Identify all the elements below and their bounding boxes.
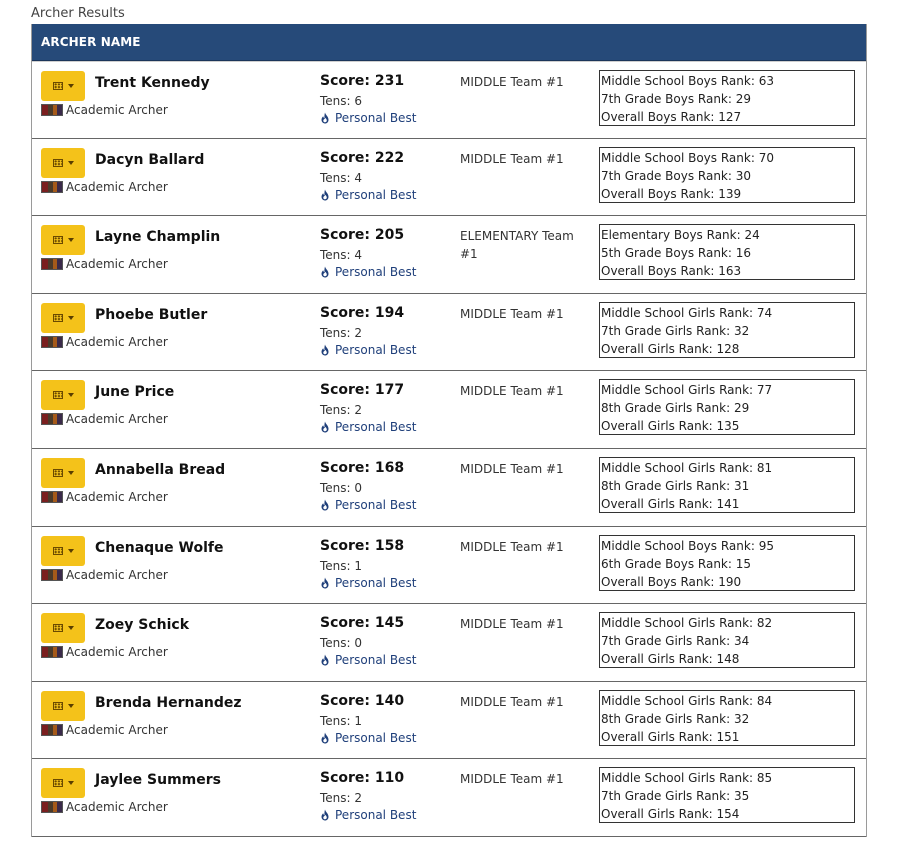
archer-tens: Tens: 0: [320, 636, 363, 651]
archer-menu-button[interactable]: [41, 380, 85, 410]
personal-best-link[interactable]: [320, 653, 416, 667]
chevron-down-icon: [68, 238, 74, 242]
archer-name: Phoebe Butler: [95, 306, 208, 323]
division-rank: Middle School Girls Rank: 82: [601, 616, 773, 631]
academic-archer-badge: [41, 568, 168, 582]
personal-best-link[interactable]: [320, 731, 416, 745]
academic-archer-badge: [41, 800, 168, 814]
grid-icon: [53, 779, 63, 787]
page-title: Archer Results: [31, 6, 125, 21]
grid-icon: [53, 702, 63, 710]
academic-archer-badge: [41, 490, 168, 504]
personal-best-link[interactable]: [320, 576, 416, 590]
team-name: ELEMENTARY Team #1: [460, 229, 574, 262]
table-row: [32, 604, 866, 682]
table-row: [32, 682, 866, 760]
academic-archer-badge-icon: [41, 491, 63, 503]
table-header-archer-name[interactable]: ARCHER NAME: [32, 24, 866, 61]
personal-best-link[interactable]: [320, 188, 416, 202]
archer-name: Brenda Hernandez: [95, 694, 242, 711]
chevron-down-icon: [68, 471, 74, 475]
table-row: [32, 216, 866, 294]
overall-rank: Overall Boys Rank: 127: [601, 110, 742, 124]
archer-name: Layne Champlin: [95, 229, 221, 246]
team-name: MIDDLE Team #1: [460, 694, 564, 709]
rank-box: [599, 535, 855, 591]
academic-archer-badge-icon: [41, 104, 63, 116]
academic-archer-badge-icon: [41, 181, 63, 193]
table-row: [32, 759, 866, 837]
archer-menu-button[interactable]: [41, 768, 85, 798]
table-row: [32, 371, 866, 449]
overall-rank: Overall Boys Rank: 190: [601, 574, 742, 589]
division-rank: Middle School Girls Rank: 85: [601, 771, 773, 786]
personal-best-label[interactable]: Personal Best: [335, 342, 417, 357]
archer-score: Score: 110: [320, 770, 405, 787]
division-rank: Middle School Girls Rank: 77: [601, 383, 773, 398]
badge-label: Academic Archer: [66, 645, 168, 660]
grade-rank: 8th Grade Girls Rank: 31: [601, 478, 750, 493]
personal-best-label[interactable]: Personal Best: [335, 265, 417, 280]
grade-rank: 7th Grade Girls Rank: 34: [601, 634, 750, 649]
grade-rank: 7th Grade Boys Rank: 29: [601, 92, 752, 106]
archer-menu-button[interactable]: [41, 458, 85, 488]
grade-rank: 8th Grade Girls Rank: 29: [601, 401, 750, 416]
flame-icon: [320, 112, 330, 124]
grid-icon: [53, 236, 63, 244]
archer-score: Score: 168: [320, 459, 405, 476]
chevron-down-icon: [68, 84, 74, 88]
badge-label: Academic Archer: [66, 567, 168, 582]
archer-name: Dacyn Ballard: [95, 151, 205, 168]
badge-label: Academic Archer: [66, 257, 168, 272]
academic-archer-badge-icon: [41, 569, 63, 581]
personal-best-label[interactable]: Personal Best: [335, 111, 417, 125]
personal-best-label[interactable]: Personal Best: [335, 187, 417, 202]
overall-rank: Overall Boys Rank: 139: [601, 186, 742, 201]
academic-archer-badge: [41, 412, 168, 426]
team-name: MIDDLE Team #1: [460, 306, 564, 321]
division-rank: Middle School Boys Rank: 63: [601, 74, 774, 88]
grade-rank: 7th Grade Girls Rank: 32: [601, 323, 750, 338]
grade-rank: 8th Grade Girls Rank: 32: [601, 711, 750, 726]
team-name: MIDDLE Team #1: [460, 539, 564, 554]
grade-rank: 7th Grade Girls Rank: 35: [601, 789, 750, 804]
academic-archer-badge-icon: [41, 724, 63, 736]
personal-best-label[interactable]: Personal Best: [335, 575, 417, 590]
archer-score: Score: 140: [320, 692, 405, 709]
academic-archer-badge: [41, 103, 168, 117]
grid-icon: [53, 624, 63, 632]
flame-icon: [320, 499, 330, 511]
overall-rank: Overall Girls Rank: 141: [601, 496, 740, 511]
badge-label: Academic Archer: [66, 103, 168, 117]
grid-icon: [53, 469, 63, 477]
academic-archer-badge-icon: [41, 258, 63, 270]
team-name: MIDDLE Team #1: [460, 617, 564, 632]
personal-best-label[interactable]: Personal Best: [335, 497, 417, 512]
overall-rank: Overall Girls Rank: 135: [601, 419, 740, 434]
flame-icon: [320, 189, 330, 201]
academic-archer-badge: [41, 645, 168, 659]
archer-name: Chenaque Wolfe: [95, 539, 224, 556]
personal-best-link[interactable]: [320, 265, 416, 279]
division-rank: Middle School Boys Rank: 70: [601, 150, 774, 165]
archer-menu-button[interactable]: [41, 71, 85, 101]
team-name: MIDDLE Team #1: [460, 461, 564, 476]
personal-best-label[interactable]: Personal Best: [335, 730, 417, 745]
archer-score: Score: 158: [320, 537, 405, 554]
archer-score: Score: 194: [320, 304, 405, 321]
archer-name: Zoey Schick: [95, 617, 190, 634]
personal-best-link[interactable]: [320, 111, 416, 125]
team-name: MIDDLE Team #1: [460, 384, 564, 399]
archer-tens: Tens: 2: [320, 403, 363, 418]
division-rank: Middle School Girls Rank: 74: [601, 305, 773, 320]
division-rank: Elementary Boys Rank: 24: [601, 228, 760, 243]
rank-box: [599, 70, 855, 126]
personal-best-label[interactable]: Personal Best: [335, 653, 417, 668]
table-row: [32, 139, 866, 217]
overall-rank: Overall Girls Rank: 151: [601, 729, 740, 744]
archer-score: Score: 205: [320, 227, 405, 244]
team-name: MIDDLE Team #1: [460, 75, 564, 89]
academic-archer-badge: [41, 723, 168, 737]
archer-score: Score: 231: [320, 73, 405, 89]
personal-best-link[interactable]: [320, 420, 416, 434]
rank-box: [599, 690, 855, 746]
division-rank: Middle School Girls Rank: 81: [601, 460, 773, 475]
archer-rows: [32, 61, 866, 837]
grid-icon: [53, 82, 63, 90]
grade-rank: 7th Grade Boys Rank: 30: [601, 168, 752, 183]
archer-tens: Tens: 1: [320, 713, 363, 728]
badge-label: Academic Archer: [66, 489, 168, 504]
archer-menu-button[interactable]: [41, 613, 85, 643]
table-row: [32, 61, 866, 139]
badge-label: Academic Archer: [66, 800, 168, 815]
academic-archer-badge: [41, 180, 168, 194]
table-row: [32, 449, 866, 527]
badge-label: Academic Archer: [66, 722, 168, 737]
personal-best-label[interactable]: Personal Best: [335, 420, 417, 435]
chevron-down-icon: [68, 704, 74, 708]
grade-rank: 5th Grade Boys Rank: 16: [601, 246, 752, 261]
archer-menu-button[interactable]: [41, 148, 85, 178]
archer-tens: Tens: 2: [320, 791, 363, 806]
academic-archer-badge-icon: [41, 413, 63, 425]
overall-rank: Overall Boys Rank: 163: [601, 264, 742, 279]
grid-icon: [53, 547, 63, 555]
flame-icon: [320, 809, 330, 821]
overall-rank: Overall Girls Rank: 154: [601, 807, 740, 822]
rank-box: [599, 457, 855, 513]
archer-score: Score: 145: [320, 615, 405, 632]
archer-tens: Tens: 4: [320, 170, 363, 185]
flame-icon: [320, 732, 330, 744]
academic-archer-badge-icon: [41, 801, 63, 813]
chevron-down-icon: [68, 393, 74, 397]
archer-tens: Tens: 4: [320, 248, 363, 263]
archer-tens: Tens: 1: [320, 558, 363, 573]
team-name: MIDDLE Team #1: [460, 772, 564, 787]
academic-archer-badge-icon: [41, 336, 63, 348]
rank-box: [599, 224, 855, 280]
archer-menu-button[interactable]: [41, 303, 85, 333]
archer-name: June Price: [95, 384, 175, 401]
archer-menu-button[interactable]: [41, 691, 85, 721]
archer-menu-button[interactable]: [41, 536, 85, 566]
rank-box: [599, 302, 855, 358]
personal-best-link[interactable]: [320, 498, 416, 512]
grid-icon: [53, 159, 63, 167]
badge-label: Academic Archer: [66, 412, 168, 427]
badge-label: Academic Archer: [66, 179, 168, 194]
chevron-down-icon: [68, 781, 74, 785]
personal-best-link[interactable]: [320, 808, 416, 822]
grade-rank: 6th Grade Boys Rank: 15: [601, 556, 752, 571]
archer-menu-button[interactable]: [41, 225, 85, 255]
overall-rank: Overall Girls Rank: 128: [601, 341, 740, 356]
flame-icon: [320, 421, 330, 433]
rank-box: [599, 767, 855, 823]
flame-icon: [320, 577, 330, 589]
chevron-down-icon: [68, 316, 74, 320]
division-rank: Middle School Girls Rank: 84: [601, 693, 773, 708]
archer-name: Trent Kennedy: [95, 75, 210, 91]
archer-name: Jaylee Summers: [95, 772, 221, 789]
chevron-down-icon: [68, 161, 74, 165]
grid-icon: [53, 391, 63, 399]
archer-results-table: [31, 24, 867, 837]
division-rank: Middle School Boys Rank: 95: [601, 538, 774, 553]
archer-tens: Tens: 6: [320, 94, 363, 108]
grid-icon: [53, 314, 63, 322]
archer-tens: Tens: 0: [320, 480, 363, 495]
team-name: MIDDLE Team #1: [460, 151, 564, 166]
archer-score: Score: 177: [320, 382, 405, 399]
flame-icon: [320, 344, 330, 356]
chevron-down-icon: [68, 626, 74, 630]
academic-archer-badge-icon: [41, 646, 63, 658]
archer-name: Annabella Bread: [95, 461, 226, 478]
personal-best-label[interactable]: Personal Best: [335, 808, 417, 823]
chevron-down-icon: [68, 549, 74, 553]
academic-archer-badge: [41, 257, 168, 271]
archer-tens: Tens: 2: [320, 325, 363, 340]
flame-icon: [320, 654, 330, 666]
flame-icon: [320, 266, 330, 278]
academic-archer-badge: [41, 335, 168, 349]
rank-box: [599, 612, 855, 668]
table-row: [32, 294, 866, 372]
table-row: [32, 527, 866, 605]
overall-rank: Overall Girls Rank: 148: [601, 652, 740, 667]
personal-best-link[interactable]: [320, 343, 416, 357]
rank-box: [599, 379, 855, 435]
rank-box: [599, 147, 855, 203]
archer-score: Score: 222: [320, 149, 405, 166]
badge-label: Academic Archer: [66, 334, 168, 349]
